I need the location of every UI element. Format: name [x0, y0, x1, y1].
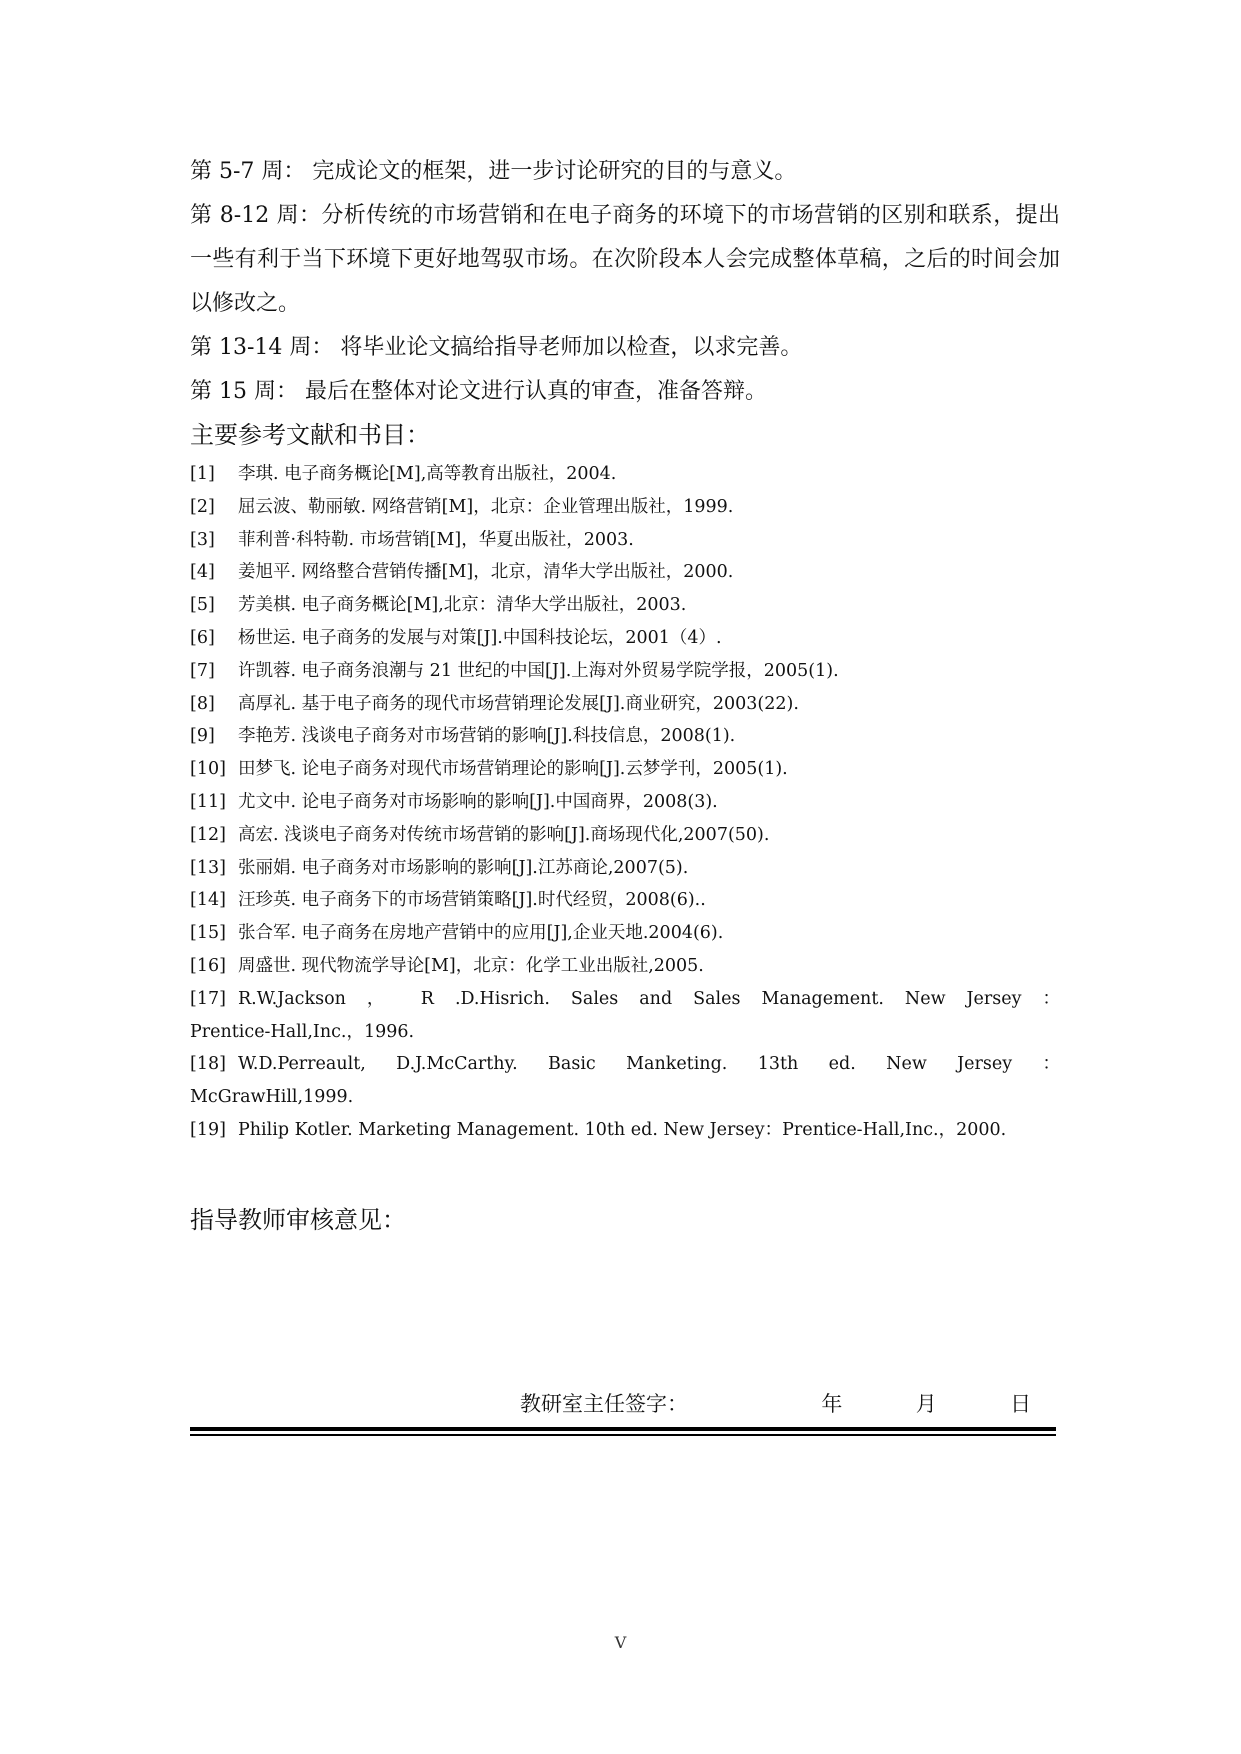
reference-item	[190, 786, 1060, 819]
reference-item	[190, 917, 1060, 950]
reference-item	[190, 1114, 1060, 1147]
reference-item	[190, 688, 1060, 721]
reference-item	[190, 458, 1060, 491]
reference-item	[190, 655, 1060, 688]
reference-text: 芳美棋. 电子商务概论[M],北京：清华大学出版社，2003.	[238, 595, 687, 616]
schedule-item-weeks-5-7: 第 5-7 周： 完成论文的框架，进一步讨论研究的目的与意义。	[190, 159, 797, 184]
reference-number: [19]	[190, 1119, 226, 1140]
reference-item	[190, 720, 1060, 753]
reference-item	[190, 983, 1060, 1049]
reference-number: [12]	[190, 824, 226, 845]
reference-item	[190, 950, 1060, 983]
reference-item	[190, 491, 1060, 524]
reference-text: 菲利普·科特勒. 市场营销[M]，华夏出版社，2003.	[238, 529, 634, 550]
reference-number: [10]	[190, 759, 226, 780]
divider-thick	[190, 1427, 1056, 1431]
signature-line	[520, 1388, 1031, 1418]
reference-number: [14]	[190, 890, 226, 911]
reference-text: 姜旭平. 网络整合营销传播[M]，北京，清华大学出版社，2000.	[238, 562, 734, 583]
reference-text: 李琪. 电子商务概论[M],高等教育出版社，2004.	[238, 464, 617, 484]
reference-text: 李艳芳. 浅谈电子商务对市场营销的影响[J].科技信息，2008(1).	[238, 726, 736, 747]
reference-text-line-1: R.W.Jackson ， R .D.Hisrich. Sales and Sales Management. New Jersey ：	[238, 988, 1060, 1009]
reference-text: 张合军. 电子商务在房地产营销中的应用[J],企业天地.2004(6).	[238, 923, 724, 944]
reference-item	[190, 524, 1060, 557]
reference-number: [1]	[190, 464, 215, 484]
reference-number: [6]	[190, 627, 215, 648]
reference-list	[190, 458, 1060, 1147]
reference-text: 汪珍英. 电子商务下的市场营销策略[J].时代经贸，2008(6)..	[238, 890, 706, 911]
reference-text: 周盛世. 现代物流学导论[M]，北京：化学工业出版社,2005.	[238, 955, 704, 976]
schedule-item-weeks-8-12: 第 8-12 周：分析传统的市场营销和在电子商务的环境下的市场营销的区别和联系，提出一些有利于当下环境下更好地驾驭市场。在次阶段本人会完成整体草稿，之后的时间会加以修改之。	[190, 203, 1060, 316]
reference-item	[190, 1048, 1060, 1114]
reference-text: 高宏. 浅谈电子商务对传统市场营销的影响[J].商场现代化,2007(50).	[238, 824, 770, 845]
reference-number: [7]	[190, 660, 215, 681]
review-title: 指导教师审核意见：	[190, 1206, 406, 1234]
signature-year: 年	[821, 1392, 843, 1416]
reference-text: 许凯蓉. 电子商务浪潮与 21 世纪的中国[J].上海对外贸易学院学报，2005(1).	[238, 660, 839, 681]
reference-text-line-2: McGrawHill,1999.	[190, 1087, 354, 1108]
reference-item	[190, 622, 1060, 655]
reference-text: 田梦飞. 论电子商务对现代市场营销理论的影响[J].云梦学刊，2005(1).	[238, 759, 788, 780]
reference-text: 屈云波、勒丽敏. 网络营销[M]，北京：企业管理出版社，1999.	[238, 496, 734, 517]
reference-text: 高厚礼. 基于电子商务的现代市场营销理论发展[J].商业研究，2003(22).	[238, 693, 799, 714]
reference-text-line-2: Prentice-Hall,Inc.，1996.	[190, 1021, 415, 1042]
reference-text: Philip Kotler. Marketing Management. 10th ed. New Jersey：Prentice-Hall,Inc.，2000.	[238, 1119, 1007, 1140]
reference-text: 杨世运. 电子商务的发展与对策[J].中国科技论坛，2001（4）.	[238, 627, 722, 648]
signature-label: 教研室主任签字：	[520, 1392, 688, 1416]
signature-day: 日	[1010, 1392, 1032, 1416]
references-title: 主要参考文献和书目：	[190, 421, 430, 449]
page-content	[190, 150, 1060, 1147]
reference-number: [9]	[190, 726, 215, 747]
reference-number: [3]	[190, 529, 215, 550]
reference-text: 张丽娟. 电子商务对市场影响的影响[J].江苏商论,2007(5).	[238, 857, 689, 878]
reference-number: [2]	[190, 496, 215, 517]
reference-item	[190, 589, 1060, 622]
reference-number: [8]	[190, 693, 215, 714]
reference-number: [11]	[190, 791, 226, 812]
schedule-item-week-15: 第 15 周： 最后在整体对论文进行认真的审查，准备答辩。	[190, 379, 767, 404]
reference-number: [17]	[190, 988, 226, 1009]
divider-thin	[190, 1434, 1056, 1436]
page-number: V	[614, 1633, 627, 1652]
reference-number: [15]	[190, 923, 226, 944]
reference-number: [4]	[190, 562, 215, 583]
reference-text-line-1: W.D.Perreault, D.J.McCarthy. Basic Manketing. 13th ed. New Jersey ：	[238, 1054, 1060, 1075]
reference-item	[190, 556, 1060, 589]
reference-number: [16]	[190, 955, 226, 976]
schedule-section	[190, 150, 1060, 414]
reference-number: [5]	[190, 595, 215, 616]
schedule-item-weeks-13-14: 第 13-14 周： 将毕业论文搞给指导老师加以检查，以求完善。	[190, 335, 803, 360]
reference-item	[190, 819, 1060, 852]
reference-number: [13]	[190, 857, 226, 878]
reference-item	[190, 884, 1060, 917]
reference-text: 尤文中. 论电子商务对市场影响的影响[J].中国商界，2008(3).	[238, 791, 718, 812]
reference-number: [18]	[190, 1054, 226, 1075]
reference-item	[190, 852, 1060, 885]
reference-item	[190, 753, 1060, 786]
signature-month: 月	[915, 1392, 937, 1416]
